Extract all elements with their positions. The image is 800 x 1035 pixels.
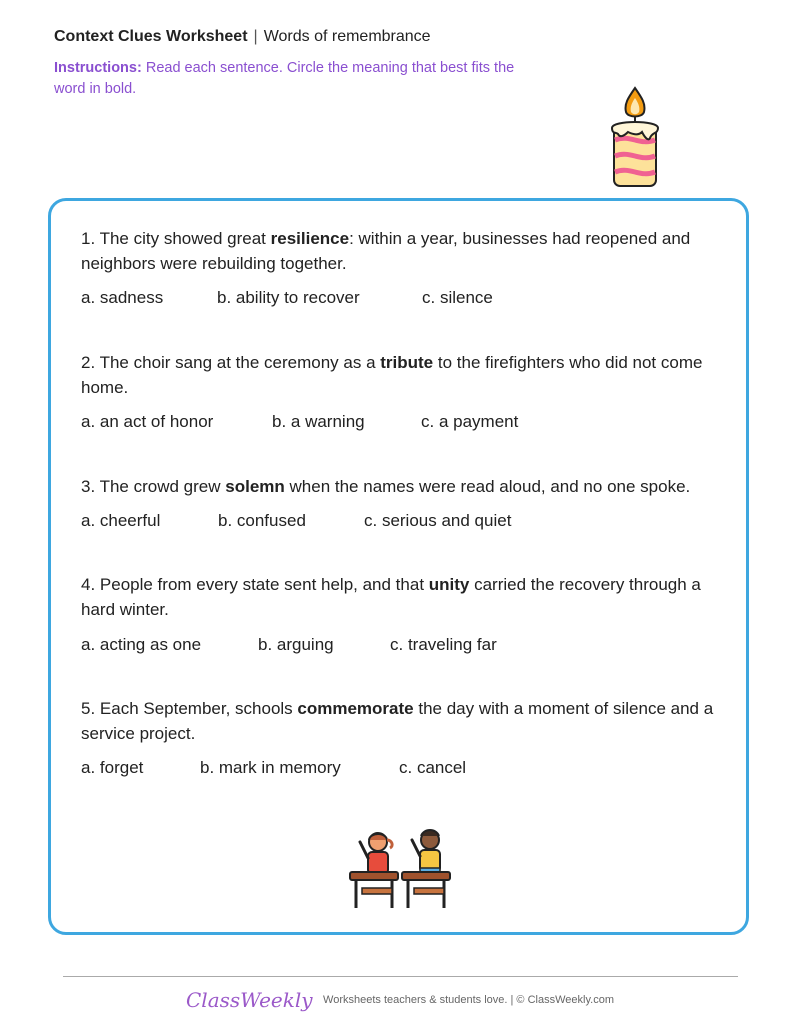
option-c[interactable]: c. cancel	[399, 758, 467, 777]
option-b[interactable]: b. confused	[218, 511, 306, 530]
footer	[0, 988, 800, 1012]
question-2-text: 2. The choir sang at the ceremony as a	[81, 353, 381, 372]
instructions-lead: Instructions:	[54, 60, 142, 76]
question-4	[81, 572, 731, 622]
question-1-text: 1. The city showed great	[81, 229, 271, 248]
option-a[interactable]: a. acting as one	[81, 635, 202, 654]
question-1-target-word: resilience	[270, 229, 350, 248]
question-2-text-end: to the firefighters who did not come home.	[81, 353, 703, 397]
worksheet-title: Context Clues Worksheet	[54, 28, 248, 45]
question-3-options	[81, 511, 511, 531]
instructions	[54, 58, 534, 100]
question-3	[81, 474, 731, 499]
footer-tagline: Worksheets teachers & students love. | © ClassWeekly.com	[323, 994, 614, 1006]
question-4-options	[81, 635, 497, 655]
question-1-text-end: : within a year, businesses had reopened and neighbors were rebuilding together.	[81, 229, 691, 273]
question-5-text-end: the day with a moment of silence and a service project.	[81, 699, 714, 743]
option-b[interactable]: b. a warning	[272, 412, 365, 431]
worksheet-header	[54, 28, 431, 46]
question-2-target-word: tribute	[380, 353, 434, 372]
option-c[interactable]: c. serious and quiet	[364, 511, 512, 530]
questions-card	[48, 198, 749, 935]
footer-divider	[63, 976, 738, 977]
option-b[interactable]: b. mark in memory	[200, 758, 341, 777]
option-b[interactable]: b. arguing	[258, 635, 334, 654]
option-c[interactable]: c. traveling far	[390, 635, 497, 654]
question-3-text-end: when the names were read aloud, and no one spoke.	[284, 477, 691, 496]
worksheet-subtitle: Words of remembrance	[263, 28, 431, 45]
candle-icon	[600, 84, 670, 190]
option-a[interactable]: a. an act of honor	[81, 412, 214, 431]
question-4-text-end: carried the recovery through a hard winter.	[81, 575, 701, 619]
question-5-target-word: commemorate	[297, 699, 414, 718]
question-2-options	[81, 412, 518, 432]
question-1-options	[81, 288, 493, 308]
question-4-target-word: unity	[428, 575, 470, 594]
option-c[interactable]: c. silence	[422, 288, 493, 307]
instructions-text: Read each sentence. Circle the meaning that best fits the word in bold.	[54, 60, 515, 97]
option-a[interactable]: a. cheerful	[81, 511, 161, 530]
question-5-options	[81, 758, 466, 778]
option-c[interactable]: c. a payment	[421, 412, 519, 431]
students-at-desks-icon	[348, 828, 454, 910]
option-b[interactable]: b. ability to recover	[217, 288, 360, 307]
option-a[interactable]: a. forget	[81, 758, 144, 777]
question-5	[81, 696, 731, 746]
question-4-text: 4. People from every state sent help, and that	[81, 575, 429, 594]
question-3-target-word: solemn	[225, 477, 285, 496]
option-a[interactable]: a. sadness	[81, 288, 164, 307]
question-3-text: 3. The crowd grew	[81, 477, 226, 496]
brand-logo: ClassWeekly	[186, 988, 313, 1012]
question-2	[81, 350, 731, 400]
title-separator: |	[253, 28, 258, 45]
question-5-text: 5. Each September, schools	[81, 699, 298, 718]
question-1	[81, 226, 731, 276]
